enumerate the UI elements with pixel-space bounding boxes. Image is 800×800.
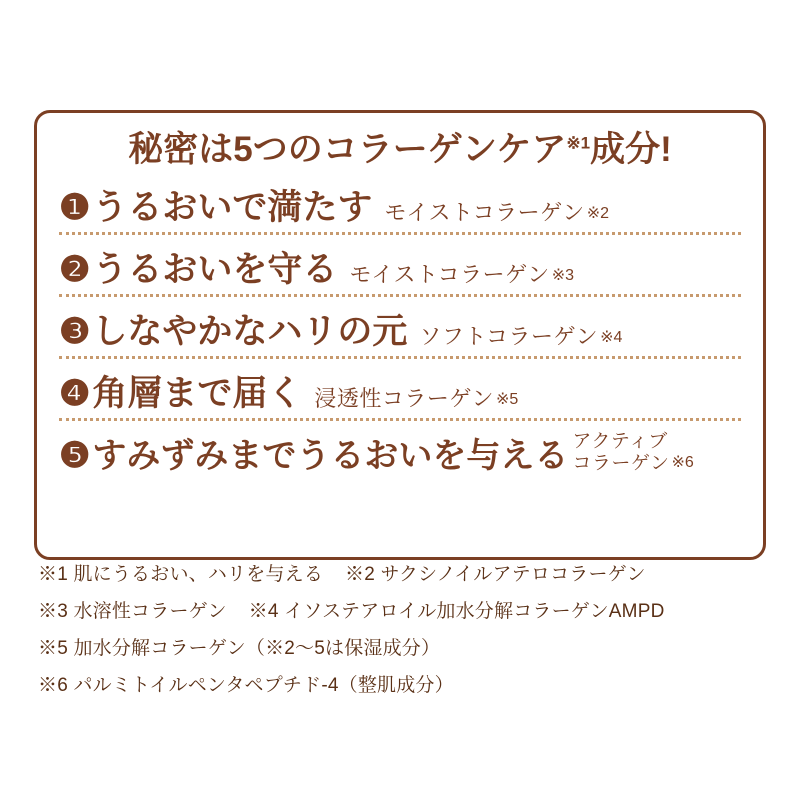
benefit-ingredient-5	[572, 431, 669, 474]
benefit-row-2	[59, 232, 741, 294]
benefit-main-text-5: すみずみまでうるおいを与える	[92, 436, 569, 475]
benefit-main-text-1: うるおいで満たす	[92, 187, 373, 227]
card-title	[37, 129, 763, 171]
benefit-number-4: ❹	[59, 373, 91, 413]
benefit-main-text-3: しなやかなハリの元	[92, 311, 408, 351]
footnote-line-4	[38, 676, 768, 695]
card-title-part-1: 秘密は5つの	[128, 130, 323, 169]
benefit-ingredient-1: モイストコラーゲン	[384, 199, 585, 225]
benefit-footnote-mark-1: ※2	[586, 205, 610, 222]
footnote-3: ※3 水溶性コラーゲン	[38, 601, 227, 622]
footnote-line-2	[38, 602, 768, 621]
benefit-sub-wrap-2	[337, 263, 741, 290]
benefit-footnote-mark-2: ※3	[551, 267, 575, 284]
card-title-footnote-mark: ※1	[566, 133, 591, 153]
benefit-number-3: ❸	[59, 311, 91, 351]
collagen-care-card	[34, 110, 766, 560]
benefit-rows	[37, 173, 763, 480]
benefit-ingredient-2: モイストコラーゲン	[349, 261, 550, 287]
benefit-row-3	[59, 294, 741, 356]
benefit-main-text-2: うるおいを守る	[92, 249, 338, 289]
benefit-ingredient-5-line-1: アクティブ	[572, 431, 668, 453]
footnote-4: ※4 イソステアロイル加水分解コラーゲンAMPD	[248, 601, 665, 622]
benefit-sub-wrap-5	[568, 431, 741, 476]
benefit-row-1	[59, 173, 741, 232]
footnotes	[38, 565, 768, 713]
benefit-ingredient-3: ソフトコラーゲン	[419, 323, 599, 349]
benefit-footnote-mark-4: ※5	[495, 391, 519, 408]
benefit-row-5	[59, 418, 741, 480]
footnote-line-1	[38, 565, 768, 584]
benefit-row-4	[59, 356, 741, 418]
benefit-main-text-4: 角層まで届く	[92, 373, 303, 413]
benefit-number-5: ❺	[59, 435, 91, 475]
footnote-2: ※2 サクシノイルアテロコラーゲン	[345, 564, 646, 585]
card-title-part-3: 成分!	[590, 130, 672, 169]
footnote-6: ※6 パルミトイルペンタペプチド-4（整肌成分）	[38, 675, 454, 696]
benefit-footnote-mark-3: ※4	[600, 329, 623, 346]
benefit-sub-wrap-1	[372, 201, 741, 228]
benefit-ingredient-4: 浸透性コラーゲン	[314, 385, 494, 411]
benefit-ingredient-5-line-2: コラーゲン	[572, 452, 670, 474]
benefit-sub-wrap-3	[407, 325, 741, 352]
footnote-1: ※1 肌にうるおい、ハリを与える	[38, 564, 324, 585]
benefit-number-2: ❷	[59, 249, 91, 289]
footnote-5: ※5 加水分解コラーゲン（※2〜5は保湿成分）	[38, 638, 441, 659]
benefit-footnote-mark-5: ※6	[671, 454, 694, 471]
benefit-sub-wrap-4	[302, 387, 741, 414]
benefit-number-1: ❶	[59, 187, 91, 227]
card-title-part-2: コラーゲンケア	[322, 130, 567, 169]
footnote-line-3	[38, 639, 768, 658]
